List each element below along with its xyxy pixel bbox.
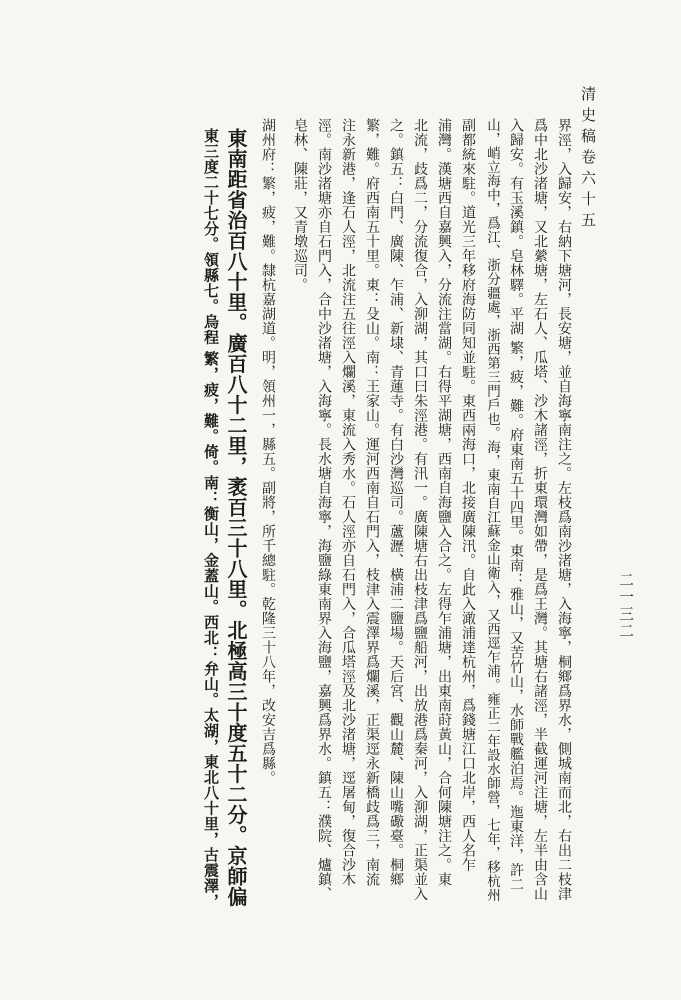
text-column: 北流，歧爲二，分流復合，入泖湖，其口曰朱涇港。有汛一。廣陳塘右出枝津爲鹽船河，出放港爲秦河，入泖湖，正渠並入 xyxy=(412,118,428,901)
text-column: 涇。南沙渚塘亦自石門入，合中沙渚塘，入海寧。長水塘自海寧，海鹽綠東南界入海鹽，嘉興爲界水。鎮五：濮院、爐鎮、 xyxy=(316,118,332,901)
text-column: 皂林、陳莊，又青墩巡司。 xyxy=(292,118,308,292)
text-column: 入歸安。有玉溪鎮。皂林驛。平湖 繁，疲，難。府東南五十四里。東南：雅山，又苦竹山，水師戰艦泊焉。迤東洋，許二 xyxy=(508,118,524,892)
text-column: 東三度二十七分。領縣七。烏程 繁，疲，難。倚。南：衡山，金蓋山。西北：弁山。太湖，東北八十里，古震澤， xyxy=(202,128,220,909)
text-column: 之。鎮五：白門、廣陳、乍浦、新埭、青蓮寺。有白沙灣巡司。蘆瀝、橫浦二鹽場。天后宮、觀山麓、陳山嘴礮臺。桐鄉 xyxy=(388,118,404,887)
text-column: 東南距省治百八十里。廣百八十二里，袤百三十八里。北極高三十度五十二分。京師偏 xyxy=(224,128,248,907)
text-column: 山，峭立海中，爲江、浙分疆處，浙西第三門戶也。海，東南自江蘇金山衛入，又西逕乍浦。雍正二年設水師營，七年，移杭州 xyxy=(484,118,500,902)
text-column: 副都統來駐。道光三年移府海防同知並駐。東西兩海口，北接廣陳汛。自此入澉浦達杭州，爲錢塘江口北岸，西人名乍 xyxy=(460,118,476,872)
page-number: 二一三二 xyxy=(617,572,635,640)
text-column: 湖州府：繁，疲，難。隸杭嘉湖道。明，領州一，縣五。副將，所千總駐。乾隆三十八年，改安吉爲縣。 xyxy=(260,118,276,785)
running-header: 清史稿卷六十五 xyxy=(579,86,597,233)
text-column: 界涇，入歸安，右納下塘河，長安塘，並自海寧南注之。左枝爲南沙渚塘，入海寧，桐鄉爲界水，側城南而北，右出二枝津 xyxy=(556,118,572,901)
text-column: 爲中北沙渚塘，又北縈塘，左石人、瓜塔、沙木諸涇，折東環灣如帶，是爲王灣。其塘右諸涇，半截運河注塘，左半由含山 xyxy=(532,118,548,901)
text-column: 浦灣。漢塘西自嘉興入，分流注當湖。右得平湖塘，西南自海鹽入合之。左得乍浦塘，出東南莳黃山，合何陳塘注之。東 xyxy=(436,118,452,887)
text-column: 繁，難。府西南五十里。東：殳山。南：王家山。運河西南自石門入，枝津入震澤界爲爛溪，正渠逕永新橋歧爲三，南流 xyxy=(364,118,380,887)
text-column: 注永新港，逢石人涇，北流注五往涇入爛溪，東流入秀水。石人涇亦自石門入，合瓜塔涇及北沙渚塘，逕屠甸，復合沙木 xyxy=(340,118,356,887)
